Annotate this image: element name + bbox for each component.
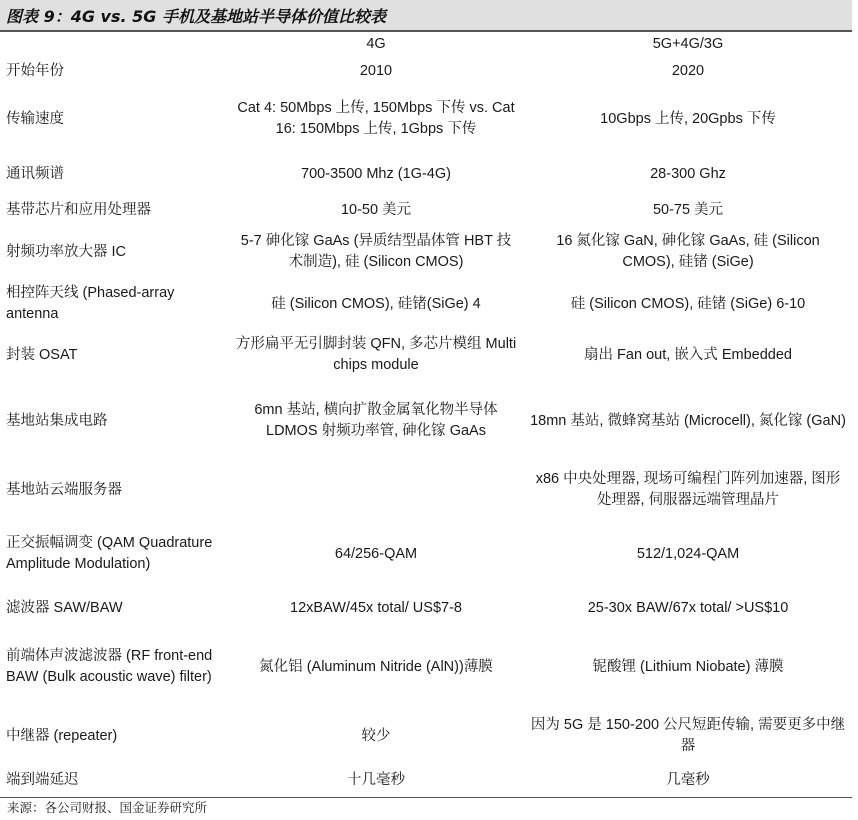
header-5g: 5G+4G/3G <box>652 36 724 52</box>
row-4g-value: 2010 <box>359 62 393 79</box>
row-5g-value: 50-75 美元 <box>652 201 724 218</box>
table-row <box>0 153 852 195</box>
row-label: 相控阵天线 (Phased-array antenna <box>6 285 175 322</box>
table-row <box>0 225 852 279</box>
table-row <box>0 707 852 765</box>
row-4g-value: 方形扁平无引脚封装 QFN, 多芯片模组 Multi chips module <box>235 336 517 373</box>
row-label: 基地站集成电路 <box>6 412 108 429</box>
table-row <box>0 627 852 707</box>
row-label: 中继器 (repeater) <box>6 727 118 744</box>
table-row <box>0 195 852 225</box>
row-5g-value: 因为 5G 是 150-200 公尺短距传输, 需要更多中继器 <box>530 717 846 754</box>
table-row <box>0 765 852 795</box>
comparison-table <box>0 32 852 795</box>
header-col0 <box>0 32 228 57</box>
row-label: 端到端延迟 <box>6 771 79 788</box>
row-5g-value: x86 中央处理器, 现场可编程门阵列加速器, 图形处理器, 伺服器远端管理晶片 <box>535 471 841 508</box>
row-label: 开始年份 <box>6 62 64 79</box>
row-5g-value: 25-30x BAW/67x total/ >US$10 <box>587 599 789 616</box>
row-4g-value: 5-7 砷化镓 GaAs (异质结型晶体管 HBT 技术制造), 硅 (Silicon CMOS) <box>240 233 512 270</box>
row-4g-value: Cat 4: 50Mbps 上传, 150Mbps 下传 vs. Cat 16: 150Mbps 上传, 1Gbps 下传 <box>237 100 515 137</box>
row-5g-value: 铌酸锂 (Lithium Niobate) 薄膜 <box>592 658 784 675</box>
row-4g-value: 硅 (Silicon CMOS), 硅锗(SiGe) 4 <box>271 295 481 312</box>
row-4g-value: 较少 <box>361 727 391 744</box>
row-label: 封装 OSAT <box>6 346 78 363</box>
source-note: 来源：各公司财报、国金证券研究所 <box>0 797 852 819</box>
row-5g-value: 扇出 Fan out, 嵌入式 Embedded <box>584 346 792 363</box>
table-header-row <box>0 32 852 57</box>
table-row <box>0 519 852 589</box>
table-row <box>0 85 852 153</box>
table-row <box>0 57 852 85</box>
figure-title: 图表 9：4G vs. 5G 手机及基地站半导体价值比较表 <box>6 6 386 26</box>
row-5g-value: 硅 (Silicon CMOS), 硅锗 (SiGe) 6-10 <box>570 295 806 312</box>
row-label: 正交振幅调变 (QAM Quadrature Amplitude Modulation) <box>6 535 213 572</box>
table-row <box>0 279 852 329</box>
row-4g-value: 十几毫秒 <box>347 771 405 788</box>
row-5g-value: 18mn 基站, 微蜂窝基站 (Microcell), 氮化镓 (GaN) <box>530 412 846 429</box>
row-label: 基地站云端服务器 <box>6 481 122 498</box>
row-4g-value: 64/256-QAM <box>334 545 418 562</box>
row-5g-value: 512/1,024-QAM <box>636 545 740 562</box>
table-row <box>0 381 852 461</box>
row-label: 基带芯片和应用处理器 <box>6 201 151 218</box>
row-label: 滤波器 SAW/BAW <box>6 599 123 616</box>
row-4g-value: 10-50 美元 <box>340 201 412 218</box>
row-label: 射频功率放大器 IC <box>6 243 127 260</box>
row-label: 通讯频谱 <box>6 165 64 182</box>
row-5g-value: 2020 <box>671 62 705 79</box>
row-4g-value: 氮化铝 (Aluminum Nitride (AlN))薄膜 <box>259 658 493 675</box>
row-5g-value: 16 氮化镓 GaN, 砷化镓 GaAs, 硅 (Silicon CMOS), 硅锗 (SiGe) <box>556 233 820 270</box>
row-4g-value <box>228 461 524 519</box>
row-5g-value: 10Gbps 上传, 20Gpbs 下传 <box>600 110 776 127</box>
row-4g-value: 700-3500 Mhz (1G-4G) <box>301 165 451 182</box>
row-5g-value: 几毫秒 <box>666 771 710 788</box>
row-label: 前端体声波滤波器 (RF front-end BAW (Bulk acoustic wave) filter) <box>6 648 213 685</box>
figure-title-bar <box>0 0 852 32</box>
table-row <box>0 589 852 627</box>
row-4g-value: 6mn 基站, 横向扩散金属氧化物半导体 LDMOS 射频功率管, 砷化镓 GaAs <box>254 402 498 439</box>
row-4g-value: 12xBAW/45x total/ US$7-8 <box>290 599 462 616</box>
header-4g: 4G <box>366 36 386 52</box>
row-5g-value: 28-300 Ghz <box>650 165 726 182</box>
table-row <box>0 461 852 519</box>
row-label: 传输速度 <box>6 110 64 127</box>
table-row <box>0 329 852 381</box>
